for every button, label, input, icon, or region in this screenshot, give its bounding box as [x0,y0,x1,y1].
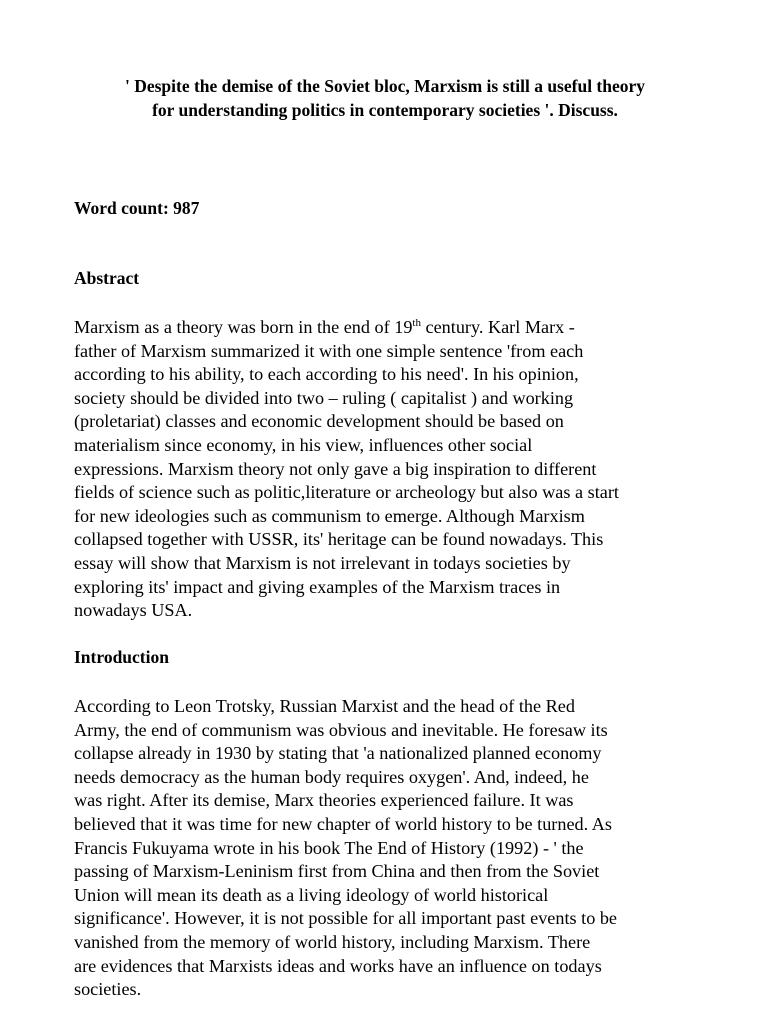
paragraph-line: society should be divided into two – ruling ( capitalist ) and working [74,387,574,408]
paragraph-line: collapse already in 1930 by stating that 'a nationalized planned economy [74,743,602,764]
paragraph-line: significance'. However, it is not possible for all important past events to be [74,908,617,929]
paragraph-line: materialism since economy, in his view, influences other social [74,434,533,455]
paragraph-line: fields of science such as politic,literature or archeology but also was a start [74,482,619,503]
document-page [74,74,696,1000]
paragraph-line: expressions. Marxism theory not only gave a big inspiration to different [74,458,597,479]
paragraph-line: Army, the end of communism was obvious and inevitable. He foresaw its [74,719,608,740]
superscript: th [412,317,421,329]
abstract-paragraph [74,316,619,623]
paragraph-line: exploring its' impact and giving examples of the Marxism traces in [74,576,561,597]
paragraph-line: father of Marxism summarized it with one simple sentence 'from each [74,340,584,361]
abstract-heading: Abstract [74,268,140,288]
paragraph-line: are evidences that Marxists ideas and works have an influence on todays [74,955,602,976]
paragraph-line: essay will show that Marxism is not irrelevant in todays societies by [74,552,571,573]
paragraph-line: According to Leon Trotsky, Russian Marxist and the head of the Red [74,696,575,716]
paragraph-line: Francis Fukuyama wrote in his book The End of History (1992) - ' the [74,837,584,858]
essay-title-line: for understanding politics in contemporary societies '. Discuss. [152,100,618,120]
paragraph-line: believed that it was time for new chapter of world history to be turned. As [74,813,612,834]
text-run: Marxism as a theory was born in the end of 19 [74,317,413,337]
essay-title [74,74,696,122]
word-count: Word count: 987 [74,198,200,218]
paragraph-line: vanished from the memory of world history, including Marxism. There [74,931,591,952]
paragraph-line: was right. After its demise, Marx theories experienced failure. It was [74,790,574,811]
paragraph-line [74,316,619,340]
essay-title-line: ' Despite the demise of the Soviet bloc, Marxism is still a useful theory [124,76,646,96]
paragraph-line: according to his ability, to each according to his need'. In his opinion, [74,364,579,385]
paragraph-line: nowadays USA. [74,600,193,621]
paragraph-line: needs democracy as the human body requires oxygen'. And, indeed, he [74,766,589,787]
paragraph-line: (proletariat) classes and economic development should be based on [74,411,564,432]
paragraph-line: Union will mean its death as a living ideology of world historical [74,884,549,905]
paragraph-line: passing of Marxism-Leninism first from China and then from the Soviet [74,861,600,882]
introduction-heading: Introduction [74,647,169,667]
text-run: century. Karl Marx - [420,317,575,337]
paragraph-line: collapsed together with USSR, its' heritage can be found nowadays. This [74,529,604,550]
paragraph-line: for new ideologies such as communism to emerge. Although Marxism [74,505,585,526]
introduction-paragraph [74,695,617,1002]
paragraph-line: societies. [74,979,142,1000]
